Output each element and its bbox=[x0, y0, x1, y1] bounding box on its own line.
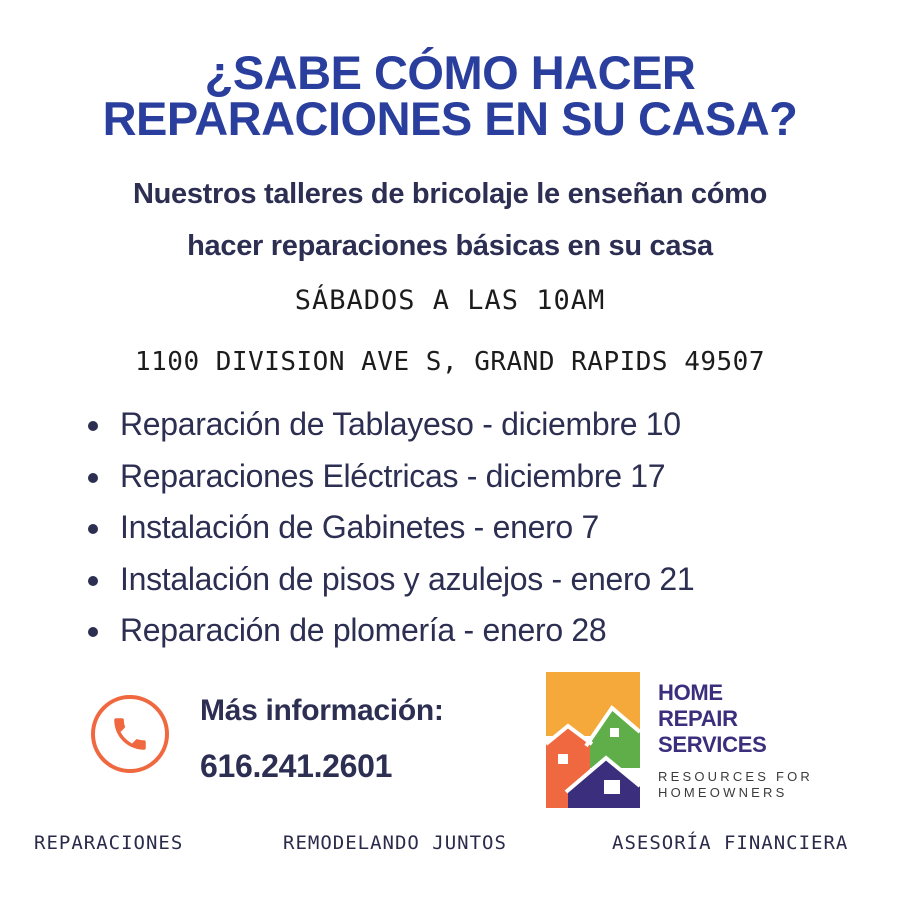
workshop-label: Instalación de pisos y azulejos - enero 21 bbox=[120, 560, 695, 597]
workshop-item bbox=[86, 501, 694, 553]
phone-number[interactable]: 616.241.2601 bbox=[200, 748, 393, 784]
workshop-item bbox=[86, 450, 694, 502]
workshop-label: Instalación de Gabinetes - enero 7 bbox=[120, 509, 600, 545]
workshop-item bbox=[86, 604, 694, 656]
schedule-text: SÁBADOS A LAS 10AM bbox=[294, 285, 606, 316]
bullet-icon bbox=[88, 627, 98, 637]
logo-name-line-1: HOME bbox=[658, 680, 723, 705]
bullet-icon bbox=[88, 524, 98, 534]
footer-reparaciones: REPARACIONES bbox=[34, 832, 184, 854]
subheading-line-1: Nuestros talleres de bricolaje le enseñan cómo bbox=[132, 178, 768, 210]
workshop-item bbox=[86, 553, 694, 605]
more-info-label: Más información: bbox=[200, 694, 444, 727]
footer-remodelando-juntos: REMODELANDO JUNTOS bbox=[283, 832, 507, 854]
headline-line-1: ¿SABE CÓMO HACER bbox=[204, 46, 696, 99]
bullet-icon bbox=[88, 473, 98, 483]
headline bbox=[0, 46, 900, 145]
headline-line-2: REPARACIONES EN SU CASA? bbox=[102, 92, 798, 145]
logo-tagline-line-1: RESOURCES FOR bbox=[658, 769, 814, 784]
logo-name-line-2: REPAIR bbox=[658, 706, 738, 731]
address-text: 1100 DIVISION AVE S, GRAND RAPIDS 49507 bbox=[135, 347, 765, 377]
workshop-label: Reparación de Tablayeso - diciembre 10 bbox=[120, 406, 681, 442]
logo-name bbox=[658, 680, 766, 758]
workshop-item bbox=[86, 398, 694, 450]
logo-tagline-line-2: HOMEOWNERS bbox=[658, 785, 788, 800]
bullet-icon bbox=[88, 576, 98, 586]
subheading bbox=[0, 168, 900, 272]
footer-asesoria-financiera: ASESORÍA FINANCIERA bbox=[612, 832, 849, 854]
phone-icon[interactable] bbox=[91, 695, 169, 773]
bullet-icon bbox=[88, 421, 98, 431]
workshop-list bbox=[86, 398, 694, 656]
workshop-label: Reparaciones Eléctricas - diciembre 17 bbox=[120, 457, 666, 494]
home-repair-services-logo bbox=[546, 672, 640, 808]
logo-name-line-3: SERVICES bbox=[658, 732, 767, 757]
workshop-label: Reparación de plomería - enero 28 bbox=[120, 612, 607, 648]
subheading-line-2: hacer reparaciones básicas en su casa bbox=[187, 230, 713, 262]
logo-tagline bbox=[658, 769, 813, 801]
